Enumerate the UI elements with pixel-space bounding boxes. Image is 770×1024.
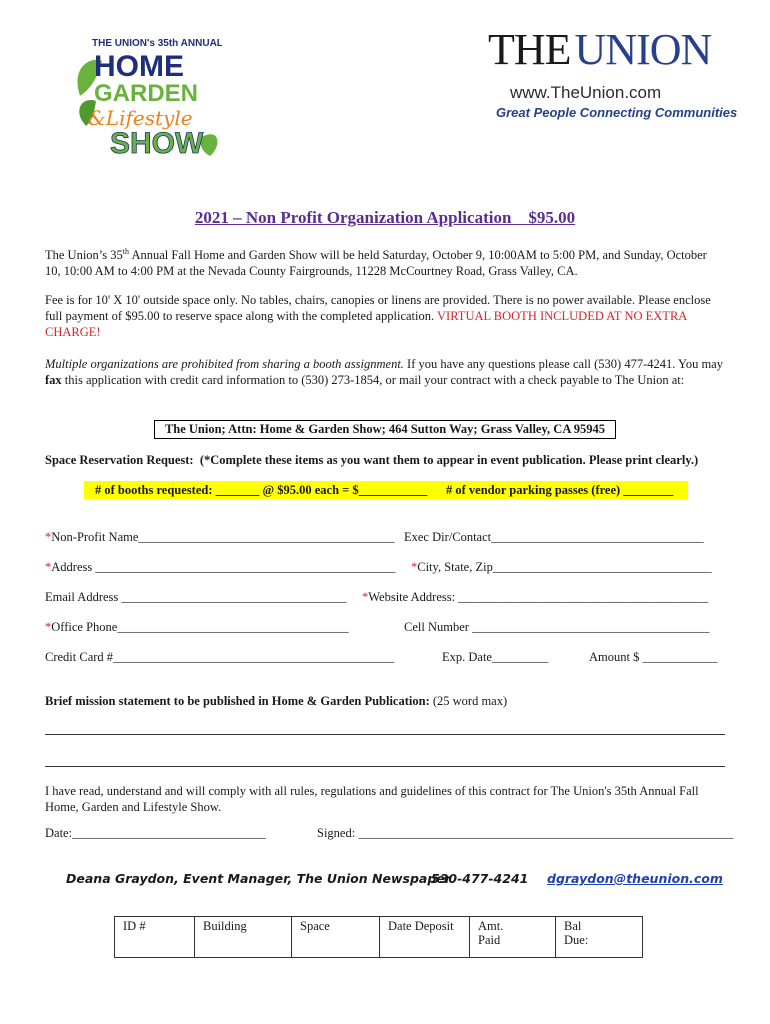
- logo-url: www.TheUnion.com: [510, 83, 662, 102]
- contact-name: Deana Graydon, Event Manager, The Union Newspaper: [66, 871, 451, 886]
- mission-line-2[interactable]: [45, 766, 725, 767]
- intro-paragraph-3: Multiple organizations are prohibited from sharing a booth assignment. If you have any questions please call (530) 477-4241. You may fax this application with credit card information to (530) 273-1854, or mail your contract with a check payable to The Union at:: [45, 357, 723, 387]
- booths-requested-field[interactable]: # of booths requested: _______ @ $95.00 each = $___________: [95, 483, 428, 497]
- contact-email[interactable]: dgraydon@theunion.com: [547, 871, 723, 886]
- cell-building: Building: [195, 917, 292, 958]
- virtual-booth-note: VIRTUAL BOOTH INCLUDED AT NO EXTRA CHARGE!: [45, 309, 687, 339]
- mission-line-1[interactable]: [45, 734, 725, 735]
- logo-union: UNION: [574, 25, 712, 74]
- logo-line2: HOME: [94, 50, 184, 83]
- email-field[interactable]: Email Address ____________________________________: [45, 590, 347, 604]
- intro-paragraph-1: The Union’s 35th Annual Fall Home and Garden Show will be held Saturday, October 9, 10:00AM to 5:00 PM, and Sunday, October 10, 10:00 AM to 4:00 PM at the Nevada County Fairgrounds, 11228 McCourtney Road, Grass Valley, CA.: [45, 247, 707, 279]
- cell-id: ID #: [115, 917, 195, 958]
- signature-field[interactable]: Signed: ____________________________________________________________: [317, 826, 734, 840]
- logo-the: THE: [488, 25, 571, 74]
- credit-card-field[interactable]: Credit Card #_____________________________________________: [45, 650, 395, 664]
- agreement-text: I have read, understand and will comply with all rules, regulations and guidelines of this contract for The Union's 35th Annual Fall Home, Garden and Lifestyle Show.: [45, 784, 699, 814]
- logo-line4: &Lifestyle: [88, 106, 193, 130]
- logo-line5: SHOW: [110, 127, 204, 158]
- website-field[interactable]: *Website Address: ________________________________________: [362, 590, 709, 604]
- exp-date-field[interactable]: Exp. Date_________: [442, 650, 549, 664]
- cell-bal-due: Bal Due:: [556, 917, 643, 958]
- amount-field[interactable]: Amount $ ____________: [589, 650, 718, 664]
- city-state-zip-field[interactable]: *City, State, Zip___________________________________: [411, 560, 712, 574]
- address-field[interactable]: *Address ________________________________________________: [45, 560, 396, 574]
- office-use-table: [114, 916, 643, 958]
- logo-line1: THE UNION's 35th ANNUAL: [92, 38, 222, 49]
- logo-line3: GARDEN: [94, 80, 199, 107]
- cell-date-deposit: Date Deposit: [380, 917, 470, 958]
- exec-dir-field[interactable]: Exec Dir/Contact__________________________________: [404, 530, 704, 544]
- mission-heading: Brief mission statement to be published in Home & Garden Publication: (25 word max): [45, 694, 508, 708]
- contact-phone: 530-477-4241: [431, 871, 529, 886]
- office-phone-field[interactable]: *Office Phone_____________________________________: [45, 620, 349, 634]
- logo-tagline: Great People Connecting Communities: [496, 105, 738, 120]
- cell-amt-paid: Amt. Paid: [470, 917, 556, 958]
- the-union-logo: [488, 25, 738, 120]
- intro-paragraph-2: Fee is for 10' X 10' outside space only. No tables, chairs, canopies or linens are provided. There is no power available. Please enclose full payment of $95.00 to reserve space along with the completed application. VIRTUAL BOOTH INCLUDED AT NO EXTRA CHARGE!: [45, 293, 711, 339]
- page-title: 2021 – Non Profit Organization Application $95.00: [194, 208, 576, 227]
- cell-space: Space: [292, 917, 380, 958]
- mailing-address-box: The Union; Attn: Home & Garden Show; 464 Sutton Way; Grass Valley, CA 95945: [154, 420, 616, 439]
- cell-number-field[interactable]: Cell Number ______________________________________: [404, 620, 710, 634]
- nonprofit-name-field[interactable]: *Non-Profit Name_________________________________________: [45, 530, 395, 544]
- space-request-heading: Space Reservation Request: (*Complete these items as you want them to appear in event publication. Please print clearly.): [45, 453, 699, 467]
- date-field[interactable]: Date:_______________________________: [45, 826, 266, 840]
- show-logo: [72, 26, 222, 158]
- booth-request-bar: [84, 481, 688, 499]
- parking-passes-field[interactable]: # of vendor parking passes (free) ________: [446, 483, 674, 497]
